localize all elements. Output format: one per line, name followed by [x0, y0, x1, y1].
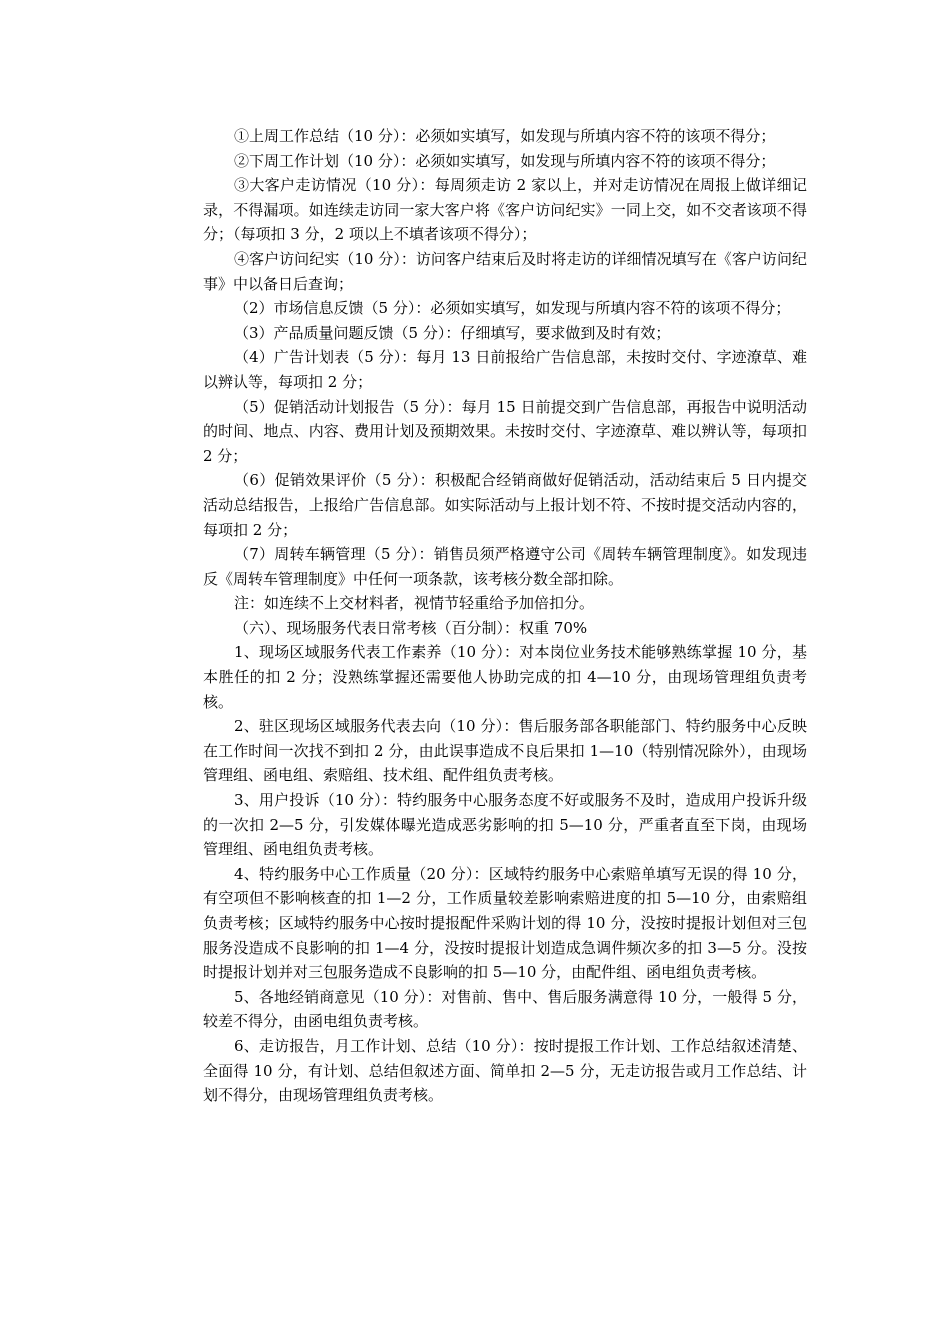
paragraph-client-visit-record: ④客户访问纪实（10 分）：访问客户结束后及时将走访的详细情况填写在《客户访问纪事》中以备日后查询； — [203, 249, 807, 293]
paragraph-market-feedback: （2）市场信息反馈（5 分）：必须如实填写，如发现与所填内容不符的该项不得分； — [234, 299, 791, 318]
paragraph-vehicle-management: （7）周转车辆管理（5 分）：销售员须严格遵守公司《周转车辆管理制度》。如发现违反《周转车管理制度》中任何一项条款，该考核分数全部扣除。 — [203, 545, 807, 588]
paragraph-major-client-visits: ③大客户走访情况（10 分）：每周须走访 2 家以上，并对走访情况在周报上做详细记录，不得漏项。如连续走访同一家大客户将《客户访问纪实》一同上交，如不交者该项不得分；（每项扣 3 分，2 项以上不填者该项不得分）； — [203, 176, 807, 244]
paragraph-promotion-plan: （5）促销活动计划报告（5 分）：每月 15 日前提交到广告信息部，再报告中说明活动的时间、地点、内容、费用计划及预期效果。未按时交付、字迹潦草、难以辨认等，每项扣 2 分； — [203, 397, 807, 465]
paragraph-dealer-feedback: 5、各地经销商意见（10 分）：对售前、售中、售后服务满意得 10 分，一般得 5 分，较差不得分，由函电组负责考核。 — [203, 987, 807, 1031]
paragraph-visit-report: 6、走访报告，月工作计划、总结（10 分）：按时提报工作计划、工作总结叙述清楚、全面得 10 分，有计划、总结但叙述方面、简单扣 2—5 分，无走访报告或月工作总结、计划不得分，由现场管理组负责考核。 — [203, 1036, 807, 1105]
paragraph-service-center-quality: 4、特约服务中心工作质量（20 分）：区域特约服务中心索赔单填写无误的得 10 分，有空项但不影响核查的扣 1—2 分，工作质量较差影响索赔进度的扣 5—10 分，由索赔组负责考核；区域特约服务中心按时提报配件采购计划的得 10 分，没按时提报计划但对三包服务没造成不良影响的扣 1—4 分，没按时提报计划造成急调件频次多的扣 3—5 分。没按时提报计划并对三包服务造成不良影响的扣 5—10 分，由配件组、函电组负责考核。 — [203, 864, 807, 982]
paragraph-user-complaints: 3、用户投诉（10 分）：特约服务中心服务态度不好或服务不及时，造成用户投诉升级的一次扣 2—5 分，引发媒体曝光造成恶劣影响的扣 5—10 分，严重者直至下岗，由现场管理组、函电组负责考核。 — [203, 791, 807, 859]
paragraph-promotion-evaluation: （6）促销效果评价（5 分）：积极配合经销商做好促销活动，活动结束后 5 日内提交活动总结报告，上报给广告信息部。如实际活动与上报计划不符、不按时提交活动内容的，每项扣 2 分； — [203, 471, 807, 539]
paragraph-work-competence: 1、现场区域服务代表工作素养（10 分）：对本岗位业务技术能够熟练掌握 10 分，基本胜任的扣 2 分；没熟练掌握还需要他人协助完成的扣 4—10 分，由现场管理组负责考核。 — [203, 643, 807, 711]
document-body — [203, 124, 807, 1108]
paragraph-ad-plan: （4）广告计划表（5 分）：每月 13 日前报给广告信息部，未按时交付、字迹潦草、难以辨认等，每项扣 2 分； — [203, 348, 807, 391]
section-heading-onsite-service: （六）、现场服务代表日常考核（百分制）：权重 70% — [234, 618, 588, 637]
paragraph-quality-feedback: （3）产品质量问题反馈（5 分）：仔细填写，要求做到及时有效； — [234, 323, 671, 342]
paragraph-weekly-summary: ①上周工作总结（10 分）：必须如实填写，如发现与所填内容不符的该项不得分； — [234, 127, 776, 145]
paragraph-weekly-plan: ②下周工作计划（10 分）：必须如实填写，如发现与所填内容不符的该项不得分； — [234, 151, 776, 170]
paragraph-whereabouts: 2、驻区现场区域服务代表去向（10 分）：售后服务部各职能部门、特约服务中心反映在工作时间一次找不到扣 2 分，由此误事造成不良后果扣 1—10（特别情况除外），由现场管理组、函电组、索赔组、技术组、配件组负责考核。 — [203, 717, 807, 785]
paragraph-note: 注：如连续不上交材料者，视情节轻重给予加倍扣分。 — [234, 594, 595, 613]
